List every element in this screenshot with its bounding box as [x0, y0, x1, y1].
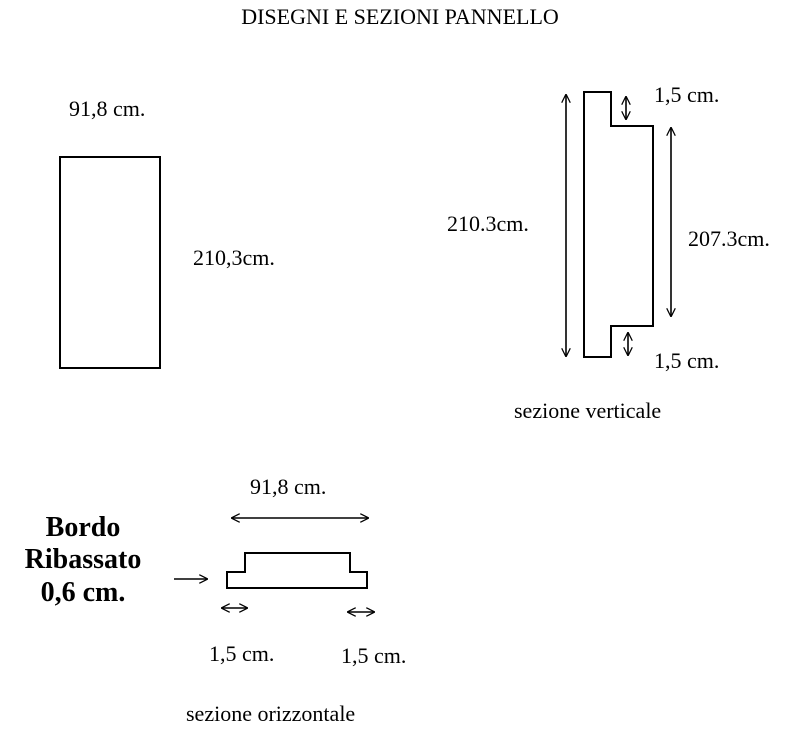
- front-width-label: 91,8 cm.: [69, 96, 146, 121]
- rebate-note-line2: Ribassato: [24, 544, 142, 576]
- vertical-section-profile: [584, 92, 653, 357]
- front-view-panel: [60, 157, 160, 368]
- front-height-label: 210,3cm.: [193, 245, 275, 270]
- left-step-label: 1,5 cm.: [209, 641, 275, 666]
- rebate-note-line1: Bordo: [45, 512, 121, 543]
- top-step-label: 1,5 cm.: [654, 82, 720, 107]
- inner-height-label: 207.3cm.: [688, 226, 770, 251]
- vertical-section-caption: sezione verticale: [514, 398, 662, 423]
- horizontal-width-label: 91,8 cm.: [250, 474, 327, 499]
- horizontal-section-profile: [227, 553, 367, 588]
- rebate-note: [0, 512, 166, 609]
- bottom-step-label: 1,5 cm.: [654, 348, 720, 373]
- horizontal-section-caption: sezione orizzontale: [186, 701, 356, 726]
- diagram-title: DISEGNI E SEZIONI PANNELLO: [241, 4, 559, 29]
- total-height-label: 210.3cm.: [447, 211, 529, 236]
- right-step-label: 1,5 cm.: [341, 643, 407, 668]
- rebate-note-line3: 0,6 cm.: [40, 576, 126, 608]
